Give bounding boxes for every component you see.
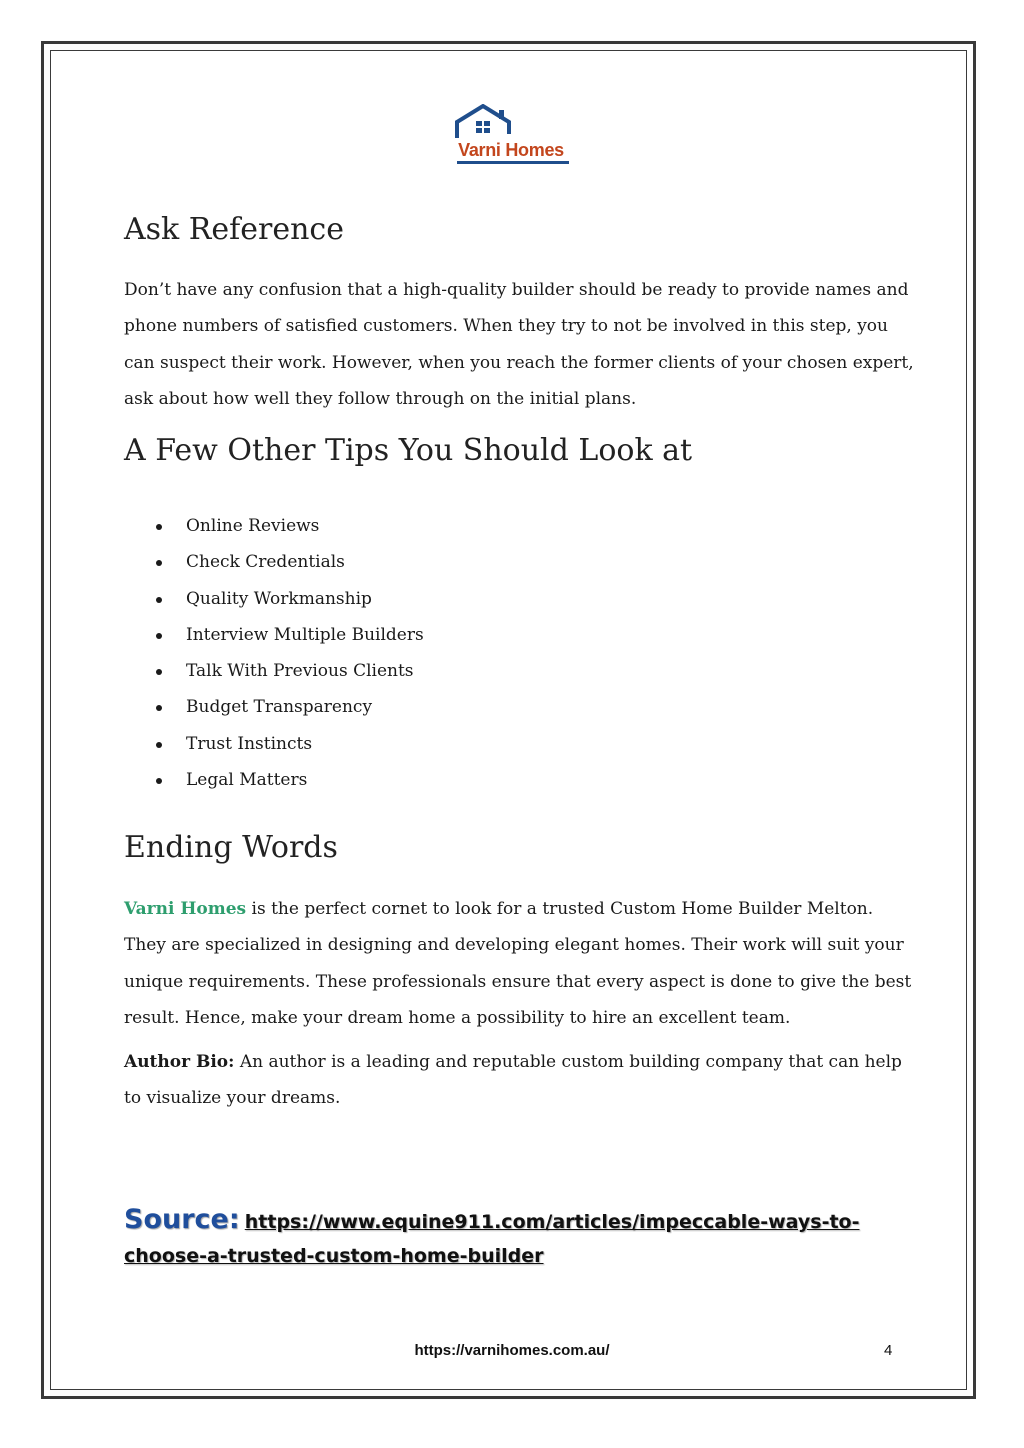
logo-underline <box>457 161 569 164</box>
bullet-icon <box>156 633 162 639</box>
list-item-label: Trust Instincts <box>186 733 313 754</box>
footer-url[interactable]: https://varnihomes.com.au/ <box>414 1342 610 1359</box>
list-item-label: Online Reviews <box>186 516 320 536</box>
source-link-line2[interactable]: choose-a-trusted-custom-home-builder <box>124 1245 544 1267</box>
varni-homes-logo <box>451 104 571 168</box>
list-item-label: Budget Transparency <box>186 697 373 718</box>
list-item <box>124 617 424 653</box>
source-label: Source: <box>124 1204 240 1235</box>
list-item <box>124 689 424 725</box>
tips-list <box>124 508 424 798</box>
author-bio-label: Author Bio: <box>124 1052 235 1072</box>
logo-wordmark <box>451 140 571 160</box>
author-bio-text: An author is a leading and reputable custom building company that can help to visualize your dreams. <box>124 1052 902 1109</box>
bullet-icon <box>156 669 162 675</box>
list-item <box>124 581 424 617</box>
bullet-icon <box>156 524 162 530</box>
list-item <box>124 544 424 580</box>
logo-word-varni: Varni <box>458 140 501 160</box>
paragraph-ask-reference: Don’t have any confusion that a high-quality builder should be ready to provide names and phone numbers of satisfied customers. When they try to not be involved in this step, you can suspect their work. However, when you reach the former clients of your chosen expert, ask about how well they follow through on the initial plans. <box>124 280 914 409</box>
list-item-label: Interview Multiple Builders <box>186 624 424 645</box>
list-item-label: Legal Matters <box>186 770 308 791</box>
bullet-icon <box>156 778 162 784</box>
bullet-icon <box>156 560 162 566</box>
logo-word-homes: Homes <box>505 140 564 160</box>
heading-ending-words: Ending Words <box>124 830 338 865</box>
list-item-label: Check Credentials <box>186 552 345 573</box>
source-citation <box>124 1204 924 1273</box>
list-item <box>124 726 424 762</box>
house-icon <box>451 104 571 144</box>
list-item <box>124 508 424 544</box>
paragraph-ending-words <box>124 891 914 1036</box>
bullet-icon <box>156 597 162 603</box>
list-item-label: Talk With Previous Clients <box>186 661 414 682</box>
list-item <box>124 653 424 689</box>
list-item <box>124 762 424 798</box>
ending-words-text: is the perfect cornet to look for a trusted Custom Home Builder Melton. They are specialized in designing and developing elegant homes. Their work will suit your unique requirements. These professionals ensure that every aspect is done to give the best result. Hence, make your dream home a possibility to hire an excellent team. <box>124 899 912 1028</box>
list-item-label: Quality Workmanship <box>186 588 372 609</box>
heading-other-tips: A Few Other Tips You Should Look at <box>124 433 693 468</box>
page-number: 4 <box>884 1342 893 1359</box>
varni-homes-link[interactable]: Varni Homes <box>124 899 247 919</box>
source-link-line1[interactable]: https://www.equine911.com/articles/impeccable-ways-to- <box>244 1211 860 1233</box>
paragraph-author-bio <box>124 1044 914 1117</box>
bullet-icon <box>156 705 162 711</box>
bullet-icon <box>156 742 162 748</box>
heading-ask-reference: Ask Reference <box>124 212 344 247</box>
